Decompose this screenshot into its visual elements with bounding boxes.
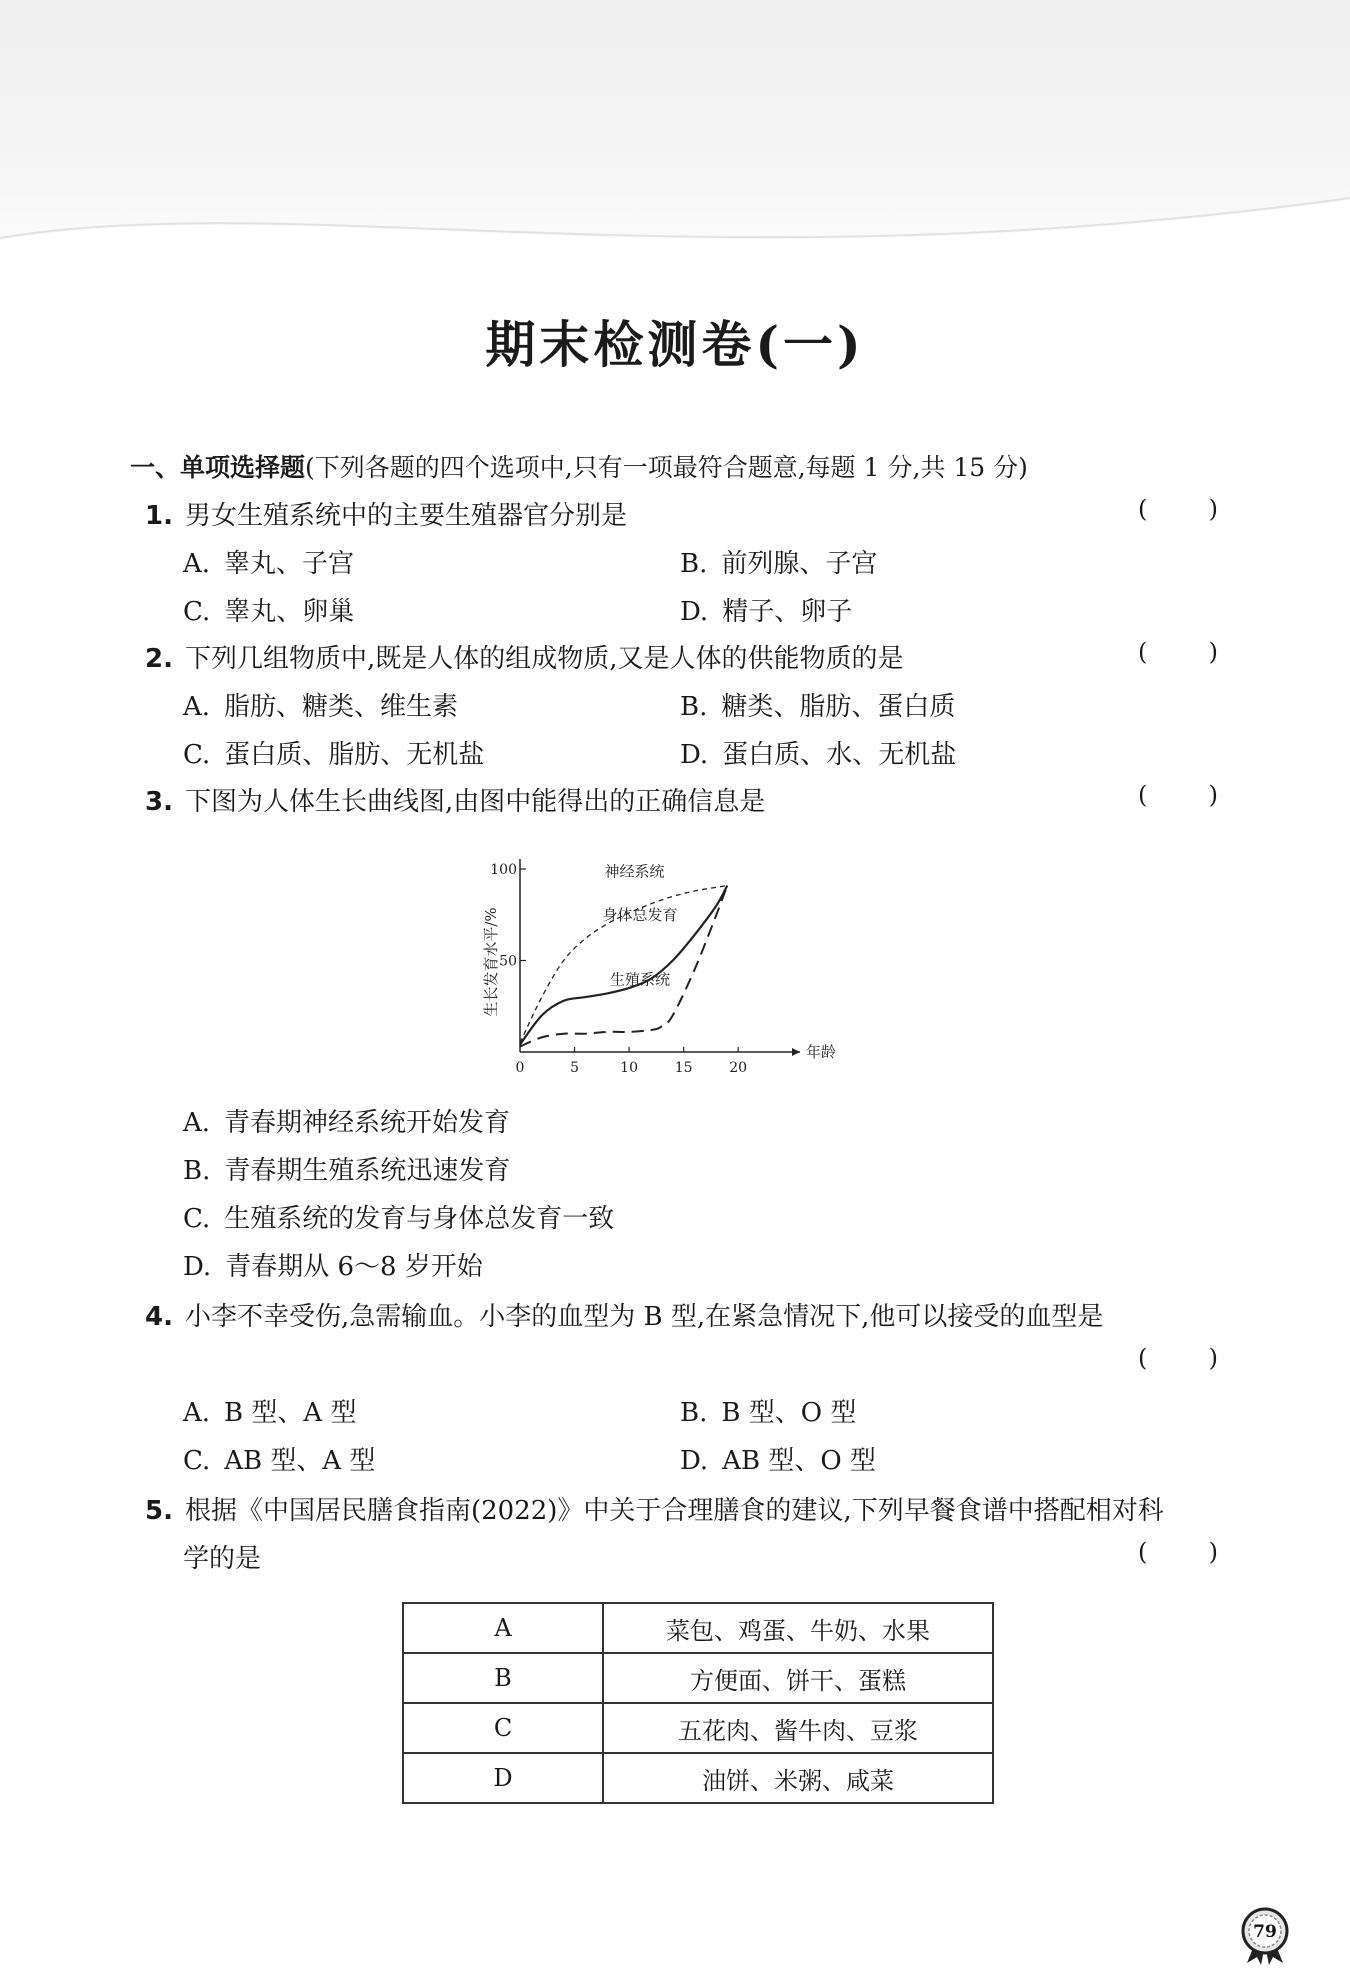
paren-open: (: [1138, 495, 1148, 523]
paren-close: ): [1208, 1344, 1218, 1372]
option-letter: B.: [680, 1398, 708, 1428]
option-text: B 型、A 型: [224, 1398, 357, 1428]
x-tick-label: 20: [729, 1060, 748, 1076]
y-tick-label: 100: [490, 862, 517, 878]
option-letter: B.: [183, 1156, 211, 1186]
question-5-continued: [183, 1538, 261, 1575]
option-letter: B.: [680, 692, 708, 722]
option-letter: C.: [183, 1446, 211, 1476]
option-d[interactable]: [183, 1246, 483, 1283]
paren-close: ): [1208, 638, 1218, 666]
option-letter: B.: [680, 549, 708, 579]
paren-open: (: [1138, 1538, 1148, 1566]
answer-paren[interactable]: [1138, 781, 1218, 809]
section-instruction: (下列各题的四个选项中,只有一项最符合题意,每题 1 分,共 15 分): [305, 453, 1028, 482]
option-b[interactable]: [680, 543, 877, 580]
question-text: 下图为人体生长曲线图,由图中能得出的正确信息是: [184, 787, 766, 817]
x-tick-label: 10: [620, 1060, 639, 1076]
answer-paren[interactable]: [1138, 1344, 1218, 1372]
x-axis-label: 年龄: [806, 1043, 837, 1061]
table-row: [403, 1703, 993, 1753]
x-tick-label: 0: [515, 1060, 525, 1076]
option-a[interactable]: [183, 1392, 356, 1429]
option-c[interactable]: [183, 1440, 375, 1477]
option-text: 睾丸、卵巢: [224, 597, 355, 627]
option-text: AB 型、O 型: [722, 1446, 876, 1476]
series-label-3: 生殖系统: [609, 970, 671, 989]
question-5: [145, 1490, 1164, 1527]
option-letter: D.: [680, 1446, 709, 1476]
option-text: 前列腺、子宫: [721, 549, 878, 579]
option-letter: A.: [183, 549, 211, 579]
page-number: 79: [1253, 1922, 1277, 1942]
paren-open: (: [1138, 1344, 1148, 1372]
answer-paren[interactable]: [1138, 1538, 1218, 1566]
option-d[interactable]: [680, 1440, 876, 1477]
option-c[interactable]: [183, 1198, 614, 1235]
option-text: 糖类、脂肪、蛋白质: [721, 692, 956, 722]
option-c[interactable]: [183, 591, 354, 628]
option-text: 青春期神经系统开始发育: [224, 1108, 511, 1138]
question-number: 2.: [145, 644, 173, 674]
option-c[interactable]: [183, 734, 484, 771]
table-cell-key: C: [403, 1703, 603, 1753]
question-1: [145, 495, 627, 532]
option-text: 青春期从 6～8 岁开始: [225, 1252, 483, 1282]
question-text: 男女生殖系统中的主要生殖器官分别是: [184, 501, 627, 531]
series-label-2: 身体总发育: [602, 906, 678, 925]
option-letter: D.: [680, 740, 709, 770]
option-letter: A.: [183, 1398, 211, 1428]
option-a[interactable]: [183, 543, 354, 580]
option-letter: D.: [183, 1252, 212, 1282]
chart-ticks: [490, 862, 747, 1076]
option-letter: C.: [183, 1204, 211, 1234]
option-text: 青春期生殖系统迅速发育: [224, 1156, 511, 1186]
section-label: 一、单项选择题: [130, 453, 306, 482]
question-text: 小李不幸受伤,急需输血。小李的血型为 B 型,在紧急情况下,他可以接受的血型是: [184, 1302, 1104, 1332]
table-cell-key: A: [403, 1603, 603, 1653]
option-text: 精子、卵子: [722, 597, 853, 627]
table-cell-key: B: [403, 1653, 603, 1703]
option-d[interactable]: [680, 734, 956, 771]
x-tick-label: 15: [674, 1060, 693, 1076]
section-heading: [130, 448, 1028, 484]
option-a[interactable]: [183, 686, 458, 723]
option-b[interactable]: [680, 1392, 856, 1429]
option-text: 生殖系统的发育与身体总发育一致: [224, 1204, 615, 1234]
y-tick-label: 50: [499, 953, 517, 970]
question-text-line1: 根据《中国居民膳食指南(2022)》中关于合理膳食的建议,下列早餐食谱中搭配相对科: [184, 1496, 1164, 1526]
table-row: [403, 1653, 993, 1703]
option-letter: A.: [183, 692, 211, 722]
table-cell-value: 油饼、米粥、咸菜: [603, 1753, 993, 1803]
paren-close: ): [1208, 495, 1218, 523]
x-tick-label: 5: [570, 1060, 580, 1076]
option-letter: A.: [183, 1108, 211, 1138]
question-number: 1.: [145, 501, 173, 531]
table-cell-value: 菜包、鸡蛋、牛奶、水果: [603, 1603, 993, 1653]
breakfast-menu-table: [402, 1602, 994, 1804]
x-axis-arrow: [792, 1048, 800, 1056]
paren-close: ): [1208, 1538, 1218, 1566]
option-a[interactable]: [183, 1102, 510, 1139]
chart-labels: [482, 862, 836, 1061]
question-4: [145, 1296, 1103, 1333]
table-cell-key: D: [403, 1753, 603, 1803]
page-number-badge: [1233, 1905, 1297, 1965]
table-cell-value: 方便面、饼干、蛋糕: [603, 1653, 993, 1703]
option-text: 蛋白质、脂肪、无机盐: [224, 740, 485, 770]
option-b[interactable]: [680, 686, 955, 723]
option-letter: C.: [183, 597, 211, 627]
table-row: [403, 1603, 993, 1653]
question-number: 5.: [145, 1496, 173, 1526]
option-letter: C.: [183, 740, 211, 770]
option-text: B 型、O 型: [721, 1398, 857, 1428]
header-swoosh-decoration: [0, 180, 1350, 290]
question-text-line2: 学的是: [183, 1544, 262, 1574]
y-axis-label: 生长发育水平/%: [482, 907, 500, 1017]
question-3: [145, 781, 765, 818]
option-letter: D.: [680, 597, 709, 627]
option-text: AB 型、A 型: [224, 1446, 376, 1476]
question-number: 3.: [145, 787, 173, 817]
option-text: 睾丸、子宫: [224, 549, 355, 579]
paren-close: ): [1208, 781, 1218, 809]
paren-open: (: [1138, 781, 1148, 809]
answer-paren[interactable]: [1138, 495, 1218, 523]
option-text: 脂肪、糖类、维生素: [224, 692, 459, 722]
growth-curve-chart: [470, 850, 890, 1090]
question-number: 4.: [145, 1302, 173, 1332]
question-2: [145, 638, 904, 675]
paren-open: (: [1138, 638, 1148, 666]
option-d[interactable]: [680, 591, 852, 628]
option-b[interactable]: [183, 1150, 510, 1187]
option-text: 蛋白质、水、无机盐: [722, 740, 957, 770]
series-label-1: 神经系统: [604, 862, 665, 881]
page-title: 期末检测卷(一): [485, 315, 865, 374]
table-cell-value: 五花肉、酱牛肉、豆浆: [603, 1703, 993, 1753]
table-row: [403, 1753, 993, 1803]
answer-paren[interactable]: [1138, 638, 1218, 666]
question-text: 下列几组物质中,既是人体的组成物质,又是人体的供能物质的是: [184, 644, 904, 674]
